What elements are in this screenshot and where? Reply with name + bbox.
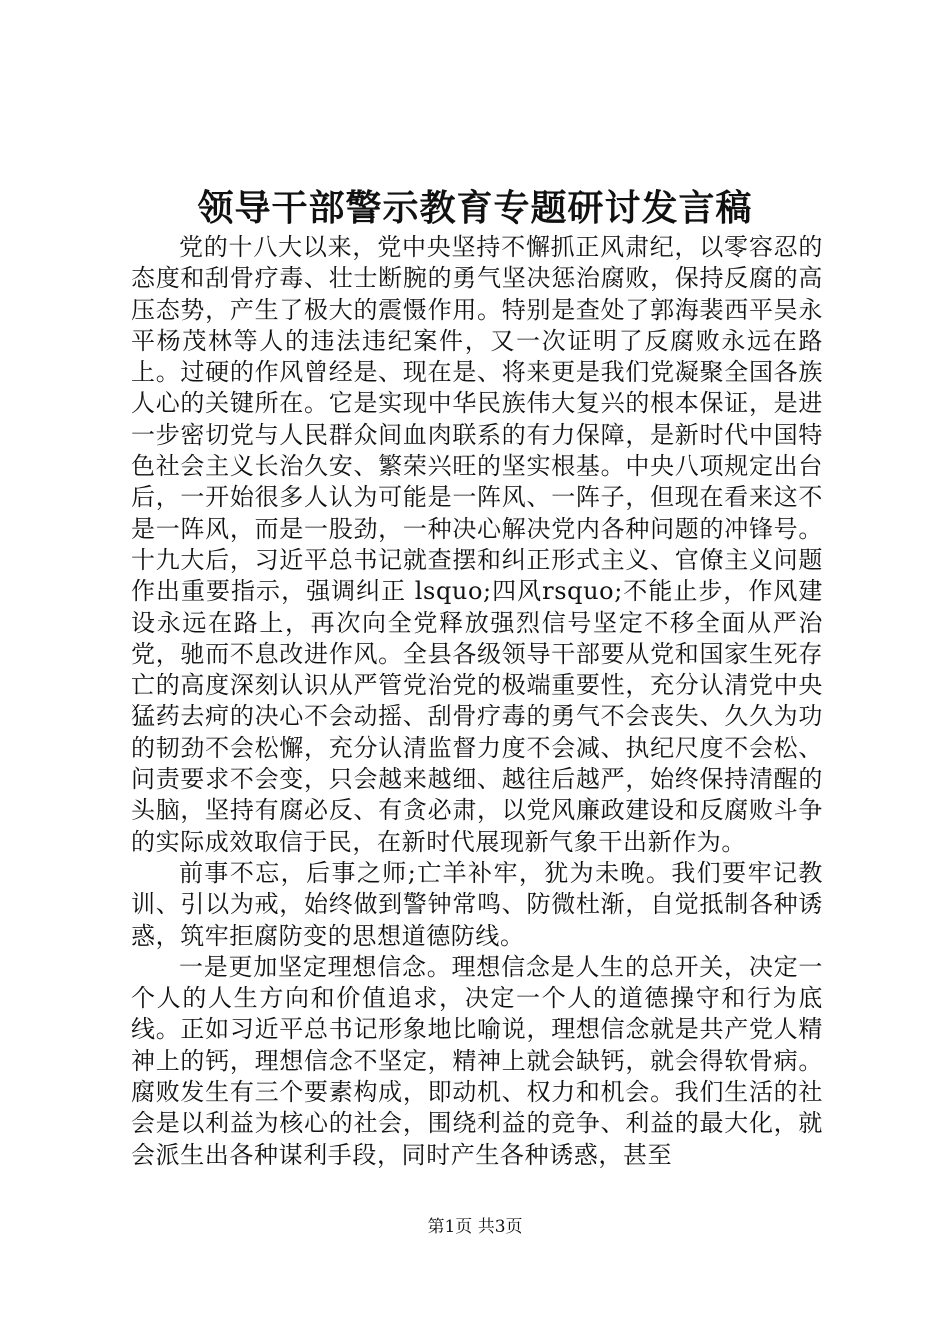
page-footer: 第1页 共3页 bbox=[427, 1217, 523, 1237]
paragraph-3: 一是更加坚定理想信念。理想信念是人生的总开关，决定一个人的人生方向和价值追求，决定一个人的道德操守和行为底线。正如习近平总书记形象地比喻说，理想信念就是共产党人精神上的钙，理想信念不坚定，精神上就会缺钙，就会得软骨病。腐败发生有三个要素构成，即动机、权力和机会。我们生活的社会是以利益为核心的社会，围绕利益的竞争、利益的最大化，就会派生出各种谋利手段，同时产生各种诱惑，甚至 bbox=[131, 952, 823, 1169]
paragraph-2: 前事不忘，后事之师;亡羊补牢，犹为未晚。我们要牢记教训、引以为戒，始终做到警钟常鸣、防微杜渐，自觉抵制各种诱惑，筑牢拒腐防变的思想道德防线。 bbox=[131, 858, 823, 950]
document-body bbox=[131, 232, 823, 1171]
paragraph-1: 党的十八大以来，党中央坚持不懈抓正风肃纪，以零容忍的态度和刮骨疗毒、壮士断腕的勇气坚决惩治腐败，保持反腐的高压态势，产生了极大的震慑作用。特别是查处了郭海裴西平吴永平杨茂林等人的违法违纪案件，又一次证明了反腐败永远在路上。过硬的作风曾经是、现在是、将来更是我们党凝聚全国各族人心的关键所在。它是实现中华民族伟大复兴的根本保证，是进一步密切党与人民群众间血肉联系的有力保障，是新时代中国特色社会主义长治久安、繁荣兴旺的坚实根基。中央八项规定出台后，一开始很多人认为可能是一阵风、一阵子，但现在看来这不是一阵风，而是一股劲，一种决心解决党内各种问题的冲锋号。十九大后，习近平总书记就查摆和纠正形式主义、官僚主义问题作出重要指示，强调纠正 lsquo;四风rsquo;不能止步，作风建设永远在路上，再次向全党释放强烈信号坚定不移全面从严治党，驰而不息改进作风。全县各级领导干部要从党和国家生死存亡的高度深刻认识从严管党治党的极端重要性，充分认清党中央猛药去疴的决心不会动摇、刮骨疗毒的勇气不会丧失、久久为功的韧劲不会松懈，充分认清监督力度不会减、执纪尺度不会松、问责要求不会变，只会越来越细、越往后越严，始终保持清醒的头脑，坚持有腐必反、有贪必肃，以党风廉政建设和反腐败斗争的实际成效取信于民，在新时代展现新气象干出新作为。 bbox=[131, 233, 823, 856]
document-title: 领导干部警示教育专题研讨发言稿 bbox=[197, 187, 753, 229]
